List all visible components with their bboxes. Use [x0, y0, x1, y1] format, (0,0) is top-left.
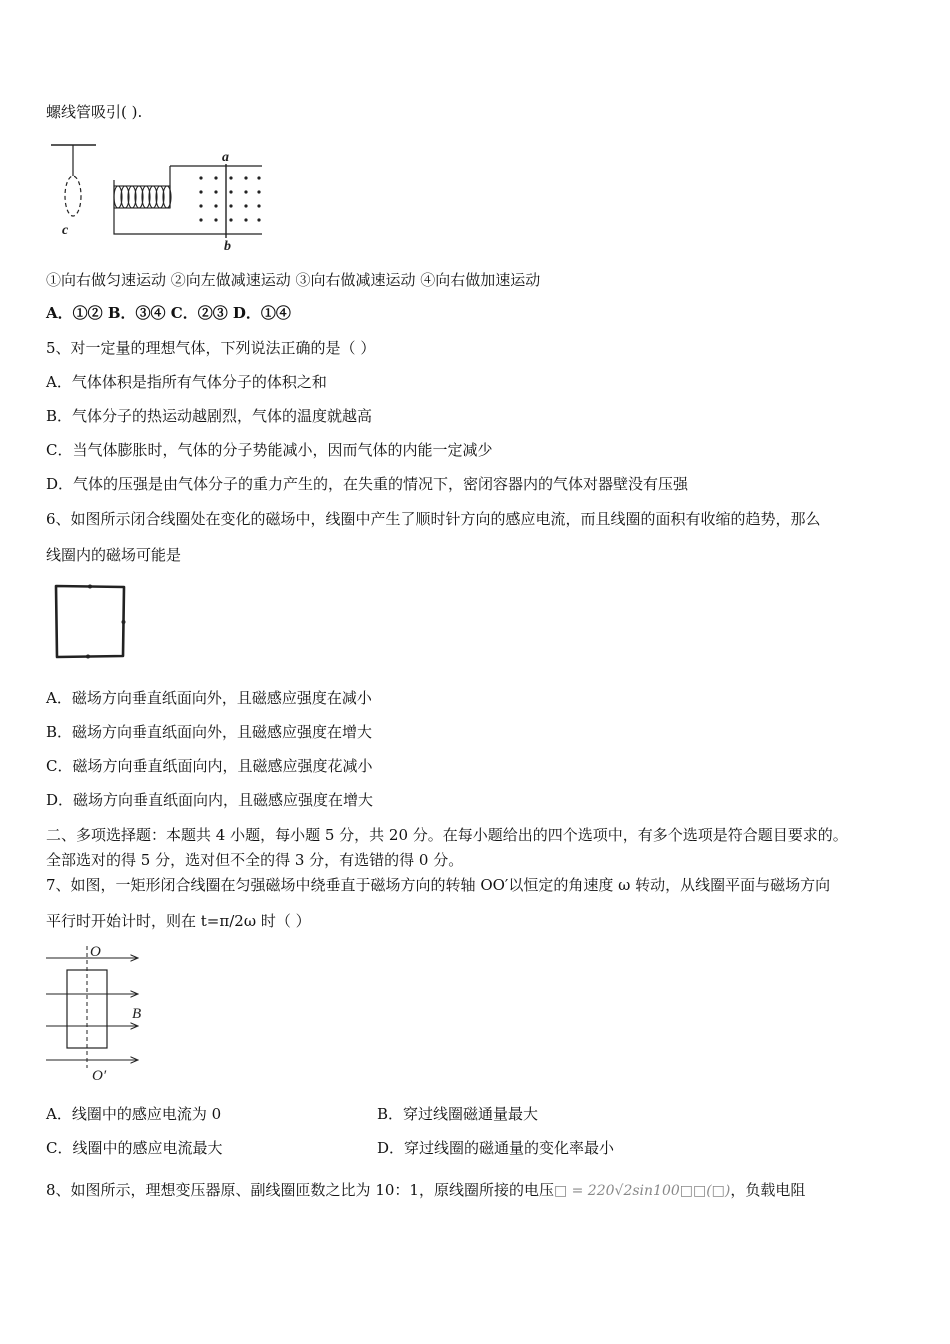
q7-option-d: D．穿过线圈的磁通量的变化率最小	[377, 1139, 615, 1157]
label-o-prime: O′	[92, 1068, 107, 1084]
label-c: c	[62, 223, 69, 238]
section2-line2: 全部选对的得 5 分，选对但不全的得 3 分，有选错的得 0 分。	[46, 851, 464, 869]
q6-stem-line1: 6、如图所示闭合线圈处在变化的磁场中，线圈中产生了顺时针方向的感应电流，而且线圈的面积有收缩的趋势，那么	[46, 510, 821, 528]
q6-option-d: D．磁场方向垂直纸面向内，且磁感应强度在增大	[46, 791, 374, 809]
ring-c	[65, 176, 81, 216]
field-lines	[46, 958, 138, 1060]
q5-stem: 5、对一定量的理想气体，下列说法正确的是（ ）	[46, 339, 376, 357]
q4-solenoid-figure	[44, 140, 274, 252]
q7-option-a: A．线圈中的感应电流为 0	[46, 1105, 222, 1123]
q4-tail-text: 螺线管吸引( ).	[46, 103, 143, 121]
q4-answers: A．①② B．③④ C．②③ D．①④	[46, 304, 291, 322]
q6-option-a: A．磁场方向垂直纸面向外，且磁感应强度在减小	[46, 689, 372, 707]
q8-stem-start: 8、如图所示，理想变压器原、副线圈匝数之比为 10：1，原线圈所接的电压	[46, 1181, 554, 1199]
q8-voltage-formula: □ = 220√2sin100□□(□)	[553, 1183, 731, 1199]
q5-option-a: A．气体体积是指所有气体分子的体积之和	[46, 373, 327, 391]
section2-line1: 二、多项选择题：本题共 4 小题，每小题 5 分，共 20 分。在每小题给出的四个选项中，有多个选项是符合题目要求的。	[46, 826, 848, 844]
q7-option-c: C．线圈中的感应电流最大	[46, 1139, 223, 1157]
solenoid	[114, 186, 171, 208]
q7-stem-line1: 7、如图，一矩形闭合线圈在匀强磁场中绕垂直于磁场方向的转轴 OO′以恒定的角速度 ω 转动，从线圈平面与磁场方向	[46, 876, 831, 894]
q7-stem-line2: 平行时开始计时，则在 t=π/2ω 时（ ）	[46, 912, 311, 930]
q8-stem-end: ，负载电阻	[730, 1181, 806, 1199]
q7-rotating-coil-figure	[44, 940, 154, 1086]
label-o: O	[90, 944, 101, 960]
q4-choices: ①向右做匀速运动 ②向左做减速运动 ③向右做减速运动 ④向右做加速运动	[46, 271, 541, 289]
field-dots	[199, 176, 260, 221]
q6-option-c: C．磁场方向垂直纸面向内，且磁感应强度花减小	[46, 757, 373, 775]
q5-option-b: B．气体分子的热运动越剧烈，气体的温度就越高	[46, 407, 373, 425]
q6-stem-line2: 线圈内的磁场可能是	[46, 546, 182, 564]
label-a: a	[222, 150, 229, 165]
q8-stem	[46, 1180, 805, 1201]
label-b: b	[224, 239, 231, 252]
label-b-field: B	[132, 1006, 142, 1022]
q6-square-coil-figure	[50, 582, 130, 662]
q6-option-b: B．磁场方向垂直纸面向外，且磁感应强度在增大	[46, 723, 373, 741]
q5-option-d: D．气体的压强是由气体分子的重力产生的，在失重的情况下，密闭容器内的气体对器壁没有压强	[46, 475, 689, 493]
q7-option-b: B．穿过线圈磁通量最大	[377, 1105, 539, 1123]
q5-option-c: C．当气体膨胀时，气体的分子势能减小，因而气体的内能一定减少	[46, 441, 493, 459]
